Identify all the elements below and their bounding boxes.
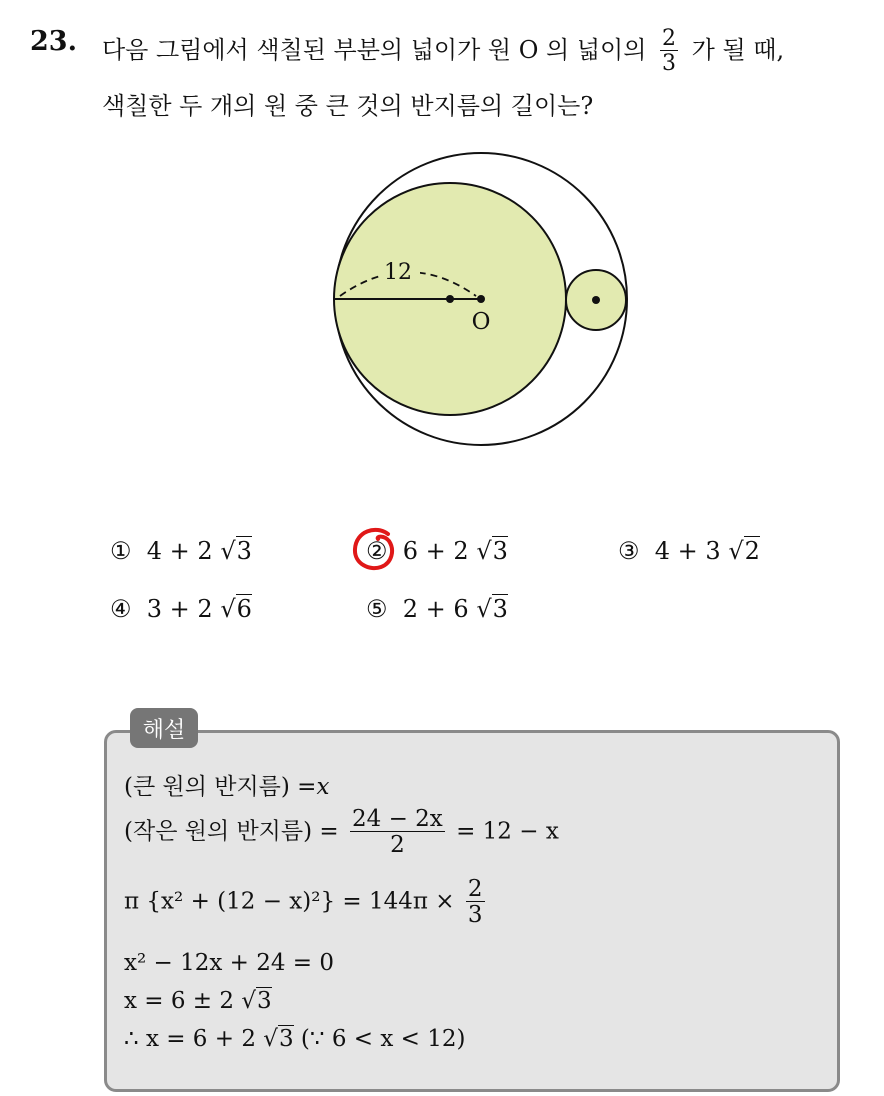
- question-text-end: 가 될 때,: [691, 36, 785, 64]
- circle-figure: [320, 140, 640, 460]
- solution-line-4: x² − 12x + 24 = 0: [124, 950, 335, 976]
- solution-line-2-denominator: 2: [350, 831, 445, 857]
- large-circle-center-dot: [446, 295, 454, 303]
- option-4-marker: ④: [110, 595, 132, 623]
- small-circle-center-dot: [592, 296, 600, 304]
- option-1[interactable]: [110, 537, 252, 565]
- solution-line-6-text: ∴ x = 6 + 2: [124, 1026, 256, 1052]
- question-line-2: 색칠한 두 개의 원 중 큰 것의 반지름의 길이는?: [102, 92, 594, 120]
- option-4-sqrt: √6: [220, 595, 252, 623]
- solution-line-3-numerator: 2: [467, 876, 483, 902]
- option-3-value: 4 + 3: [654, 537, 721, 565]
- solution-line-3: [124, 878, 485, 927]
- radius-label: 12: [384, 260, 412, 285]
- solution-line-2: [124, 808, 559, 857]
- solution-line-1: [124, 768, 329, 801]
- center-o-dot: [477, 295, 485, 303]
- option-5-marker: ⑤: [366, 595, 388, 623]
- solution-line-2-tail: = 12 − x: [456, 818, 559, 845]
- option-2-marker: ②: [366, 537, 388, 565]
- solution-line-2-fraction: [350, 808, 445, 857]
- option-1-sqrt: √3: [220, 537, 252, 565]
- option-5[interactable]: [366, 595, 508, 623]
- solution-line-5-sqrt: √3: [241, 988, 272, 1014]
- solution-line-5: [124, 988, 272, 1014]
- solution-line-5-text: x = 6 ± 2: [124, 988, 235, 1014]
- option-3[interactable]: [618, 537, 760, 565]
- solution-line-3-fraction: [466, 878, 485, 927]
- solution-line-6: [124, 1026, 465, 1052]
- question-fraction-denominator: 3: [662, 51, 677, 76]
- solution-tag: 해설: [130, 708, 198, 748]
- solution-line-6-sqrt: √3: [263, 1026, 294, 1052]
- question-fraction-numerator: 2: [662, 26, 677, 51]
- option-3-marker: ③: [618, 537, 640, 565]
- solution-line-2-text: (작은 원의 반지름) =: [124, 818, 339, 845]
- option-5-sqrt: √3: [476, 595, 508, 623]
- question-fraction: [660, 28, 678, 75]
- option-4-value: 3 + 2: [146, 595, 213, 623]
- option-3-sqrt: √2: [728, 537, 760, 565]
- question-text-start: 다음 그림에서 색칠된 부분의 넓이가 원 O 의 넓이의: [102, 36, 647, 64]
- solution-line-3-left: π {x² + (12 − x)²} = 144π ×: [124, 888, 455, 915]
- answer-circle-mark: [348, 526, 404, 576]
- option-2-value: 6 + 2: [402, 537, 469, 565]
- question-line-1: [102, 28, 784, 75]
- question-number: 23.: [30, 26, 77, 57]
- option-5-value: 2 + 6: [402, 595, 469, 623]
- solution-line-1-text: (큰 원의 반지름) =: [124, 774, 317, 800]
- option-2-sqrt: √3: [476, 537, 508, 565]
- solution-line-2-numerator: 24 − 2x: [352, 806, 443, 832]
- solution-line-6-condition: (∵ 6 < x < 12): [300, 1026, 466, 1052]
- option-4[interactable]: [110, 595, 252, 623]
- solution-line-1-var: x: [316, 774, 330, 800]
- option-1-marker: ①: [110, 537, 132, 565]
- solution-line-3-denominator: 3: [467, 902, 483, 928]
- center-label: O: [471, 309, 491, 335]
- option-1-value: 4 + 2: [146, 537, 213, 565]
